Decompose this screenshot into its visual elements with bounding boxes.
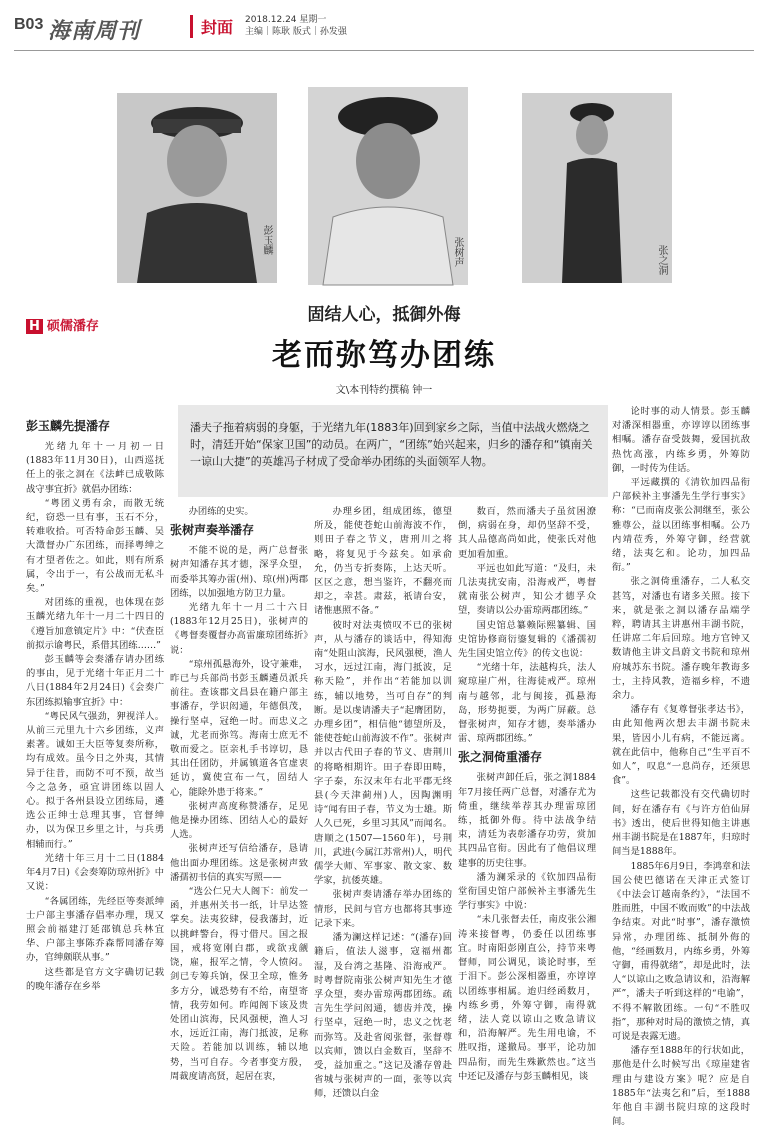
quotation: 办理乡团，组成团练，德望所及，能使苍蛇山前海波不作，则田子春之节义，唐刑川之将略，将复见于今兹矣。如承俞允，仍当专折奏陈，上达天听。区区之意，想当鉴许，不翻亮而却之，幸甚。肃兹，祇请台安，诸惟惠照不备。” (314, 506, 452, 617)
headline: 老而弥笃办团练 (272, 338, 496, 373)
byline: 文\本刊特约撰稿 钟一 (335, 385, 433, 396)
paragraph: 这些都是官方文字确切记载的晚年潘存在乡举 (26, 966, 164, 992)
lead-box (178, 405, 608, 497)
photo-caption: 张之洞 (656, 245, 667, 275)
paragraph: 对团练的重视，也体现在彭玉麟光绪九年十一月二十四日的《遵旨加意镇定片》中：“伏查臣前拟示谕粤民，系借其团练……” (26, 597, 164, 651)
quotation: “各属团练，先经臣等奏派绅士户部主事潘存倡率办理，现又照会前福建汀延邵镇总兵林宜华、户部主事陈乔森帮同潘存筹办，官绅颇联从事。” (26, 895, 164, 964)
paragraph: 这些记载都没有交代确切时间，好在潘存有《与许方伯仙屏书》透出，使后世得知他主讲惠州丰湖书院是在1887年，归琼时间当是1888年。 (612, 789, 750, 858)
paragraph: 光绪九年十一月初一日(1883年11月30日)，山西巡抚任上的张之洞在《法衅已成敬陈战守事宜折》就倡办团练： (26, 441, 164, 495)
paragraph: 潘为澜采录的《钦加四品衔堂衔国史馆户部候补主事潘先生学行事实》中说： (458, 871, 596, 912)
paragraph: 国史馆总纂赖际熙纂辑、国史馆协修商衍鎏复辑的《潘孺初先生国史馆立传》的传文也说： (458, 619, 596, 660)
column-mark: H (26, 319, 43, 334)
portrait-illustration (308, 87, 468, 285)
paragraph: 光绪十年三月十二日(1884年4月7日)《会奏筹防琼州折》中又说： (26, 852, 164, 893)
page-number: B03 (14, 16, 44, 33)
header-rule (14, 50, 754, 51)
paragraph: 彼时对法夷愤叹不已的张树声，从与潘存的谈话中，得知海南“处阻山滨海，民风强梗，渔人习水，远过江南，海门抵波，足称天险”，并作出“若能加以训练，辅以地势，当可自存”的判断。是以虔请潘夫子“起膺团防，办理乡团”，相信他“德望所及，能使苍蛇山前海波不作”。张树声并以古代田子春的节义、唐荆川的将略相期许。田子春即田畴，字子泰，东汉末年右北平郡无终县(今天津蓟州)人，因陶渊明诗“闻有田子春，节义为士雄。斯人久已死，乡里习其风”而闻名。唐顺之(1507—1560年)，号荆川，武进(今属江苏常州)人，明代儒学大师、军事家、散文家、数学家，抗倭英雄。 (314, 619, 452, 887)
paragraph: 不能不说的是，两广总督张树声知潘存其才德，深孚众望，而委举其筹办雷(州)、琼(州)两郡团练，以加强地方防卫力量。 (170, 545, 308, 599)
column-1 (26, 415, 164, 1105)
paper-name: 海南周刊 (48, 18, 141, 44)
quotation: “选公仁兄大人阁下：前发一函，并惠州关书一纸，计早达签掌矣。法夷狡肆，侵我藩封，近以挑衅警台，得寸借尺。国之报国，戒将宽刚白郡，或欲戎觎饶，雇，报军之情，令人愤闷。剑已专筹兵饷，保卫全琼，惟务多方分，诚恐势有不给，南望寄情，我劳如何。昨闻阁下该及贵处团山滨海，民风强梗，渔人习水，远近江南，海门抵波，足称天险。若能加以训练，辅以地势，当可自存。今者事变方殷，周裁度请高贤，起居在衷， (170, 886, 308, 1082)
paragraph: 平远也如此写道：“及归，未几法夷扰安南，沿海戒严，粤督就南张公树声，知公才德孚众望，奏请以公办雷琼两郡团练。” (458, 562, 596, 617)
paragraph: 张树声还写信给潘存，恳请他出面办理团练。这是张树声致潘孺初书信的真实写照—— (170, 843, 308, 883)
paragraph: 潘存至1888年的行状如此，那他是什么时候写出《琼崖建省理由与建设方案》呢？应是自1885年“法夷乞和”后，至1888年他自丰湖书院归琼的这段时间。 (612, 1045, 750, 1128)
photo-zhang-zhidong (522, 93, 672, 283)
header-meta (245, 14, 347, 38)
paragraph: 张之洞倚重潘存，二人私交甚笃，对潘也有诸多关照。接下来，就是张之洞以潘存品端学粹，聘请其主讲惠州丰湖书院，任讲席二年后回琼。地方官钟又数请他主讲文昌蔚文书院和琼州府城苏东书院。潘存晚年教诲多士，主持风教，造福乡梓，不遗余力。 (612, 576, 750, 702)
paragraph: 办团练的史实。 (188, 506, 254, 517)
quotation: “未几张督去任，南皮张公湘涛来接督粤，仍委任以团练事宜。时南阳彭刚直公，持节来粤督师，同公调见，谈论时事，至于泪下。彭公深相器重，亦谆谆以团练事相属。迨归经函数月，内练乡勇，外筹守御，南得就绪，法人竟以谅山之败急请议和，沿海解严。先生用电谕，不胜叹指，遂撤局。事平，论功加四品衔，而先生殊歉然也。”这当中还记及潘存与彭玉麟相见，谈 (458, 914, 596, 1082)
photo-caption: 彭玉麟 (261, 225, 272, 255)
editors-line: 主编｜陈耿 版式｜孙发强 (245, 27, 347, 37)
portrait-illustration (522, 93, 672, 283)
photo-zhang-shusheng (308, 87, 468, 285)
section-heading: 张之洞倚重潘存 (458, 750, 543, 765)
paragraph: 论时事的动人情景。彭玉麟对潘深相器重，亦谆谆以团练事相嘱。潘存奋受鼓舞，爱国抗敌热忱高涨，内练乡勇，外筹防御，一时传为佳话。 (612, 406, 750, 474)
paragraph: 潘存有《复尊督张孝达书》，由此知他两次想去丰湖书院未果，皆因小儿有病，不能远离。就在此信中，他称自己“生平百不如人”，叹息“一息尚存，还须思食”。 (612, 704, 750, 787)
column-5 (612, 405, 750, 1128)
paragraph: 潘为澜这样记述：“(潘存)回籍后，值法人滋事，寇福州都湿，及台湾之基隆、沿海戒严。时粤督院南张公树声知先生才德孚众望，奏办雷琼两郡团练。疏言先生学问闳通，德齿并茂，操行坚卓，冠绝一时，忠义之忱老而弥笃。及赴省阅张督，张督尊以宾师，馈以白金数百，坚辞不受，益加重之。”这记及潘存曾赴省城与张树声的一面，张等以宾师，还馈以白金 (314, 932, 452, 1100)
column-4 (458, 505, 596, 1105)
date-line: 2018.12.24 星期一 (245, 15, 327, 25)
paragraph: 1885年6月9日，李鸿章和法国公使巴德诺在天津正式签订《中法会订越南条约》，“法国不胜而胜，中国不败而败”的中法战争结束。对此“时事”，潘存激愤异常，办理团练、抵制外侮的他，“经画数月，内练乡勇，外筹守御，甫得就绪”，却是此时，法人“以谅山之败急请议和，沿海解严”，潘夫子听到这样的“电谕”，不得不解散团练。一句“不胜叹指”，那种对时局的激愤之情，真可说是表露无遗。 (612, 860, 750, 1042)
section-heading: 彭玉麟先提潘存 (26, 419, 111, 433)
quotation: “琼州孤悬海外，设守兼难，昨已与兵部尚书彭玉麟遴员派兵前往。查该郡文昌县在籍户部主事潘存，学识闳通，年德俱茂，操行坚卓，冠绝一时。而忠义之诚，尤老而弥笃。海南士庶无不敬而爱之。臣亲札手书谆切，恳其出任团防，并属镇道各官虚衷延访，冀使宣布一气，固结人心，能除外患于将来。” (170, 658, 308, 798)
paragraph: 张树声高度称赞潘存，足见他是操办团练、团结人心的最好人选。 (170, 800, 308, 841)
paragraph: 张树声奏请潘存举办团练的情形，民间与官方也都将其事迹记录下来。 (314, 889, 452, 929)
paragraph: 彭玉麟等会奏潘存请办团练的事由，见于光绪十年正月二十八日(1884年2月24日)《会奏广东团练拟输事宜折》中： (26, 654, 164, 708)
paragraph: 平远藏撰的《清钦加四品衔户部候补主事潘先生学行事实》称：“已而南皮张公洞继至，张公雅尊公，益以团练事相嘱。公乃内靖莅秀，外筹守御，经营就绪，法夷乞和。论功，加四品衔。” (612, 477, 750, 574)
column-name-text: 硕儒潘存 (46, 319, 99, 334)
paragraph: 数百，然而潘夫子虽贫困潦倒，病弱在身，却仍坚辞不受，其人品德高尚如此，使张氏对他更加看加重。 (458, 506, 596, 560)
portrait-illustration (117, 93, 277, 283)
lead-text: 潘夫子拖着病弱的身躯，于光绪九年(1883年)回到家乡之际，当值中法战火燃烧之时，清廷开始“保家卫国”的动员。在两广，“团练”始兴起来，归乡的潘存和“镇南关一谅山大捷”的英雄冯子材成了受命举办团练的头面领军人物。 (190, 421, 593, 468)
photo-peng-yulin (117, 93, 277, 283)
column-2 (170, 505, 308, 1105)
photo-caption: 张树声 (452, 237, 463, 267)
section-heading: 张树声奏举潘存 (170, 523, 255, 538)
quotation: “粤民风气强劲，狎视洋人。从前三元里九十六乡团练，义声素著。诚如王大臣等复奏所称，均有成效。虽今日之外夷，其情异于往昔，而防不可不预，故当今之急务，亟宜讲团练以固人心。拟于各州县设立团练局，遴选公正绅士总理其事，官督绅办，以为保卫乡里之计，与兵勇相辅而行。” (26, 710, 164, 850)
page-header (0, 10, 768, 48)
subtitle: 固结人心，抵御外侮 (307, 305, 461, 325)
quotation: “光绪十年，法越构兵，法人窥琼崖广州，往海徒戒严。琼州南与越邻，北与闽接，孤悬海岛，形势扼要，为两广屏蔽。总督张树声，知存才德，奏举潘办雷、琼两郡团练。” (458, 662, 596, 745)
column-3 (314, 505, 452, 1105)
paragraph: 光绪九年十一月二十六日(1883年12月25日)，张树声的《粤督奏覆督办高雷廉琼团练折》说： (170, 602, 308, 656)
quotation: “粤团义勇有余，而散无统纪，窃恐一旦有事，玉石不分，转难收拾。可否特命彭玉麟、吴大澂督办广东团练，而择粤绅之有才望者佐之。如此，则有所系属，令出于一，有公战而无私斗矣。” (26, 497, 164, 595)
section-name: 封面 (190, 15, 233, 38)
paragraph: 张树声卸任后，张之洞1884年7月接任两广总督，对潘存尤为倚重，继续举荐其办理雷琼团练，抵御外侮。待中法战争结束，清廷为表彰潘存功劳，赏加其四品官衔。因此有了他倡议理建事的历史往事。 (458, 772, 596, 869)
